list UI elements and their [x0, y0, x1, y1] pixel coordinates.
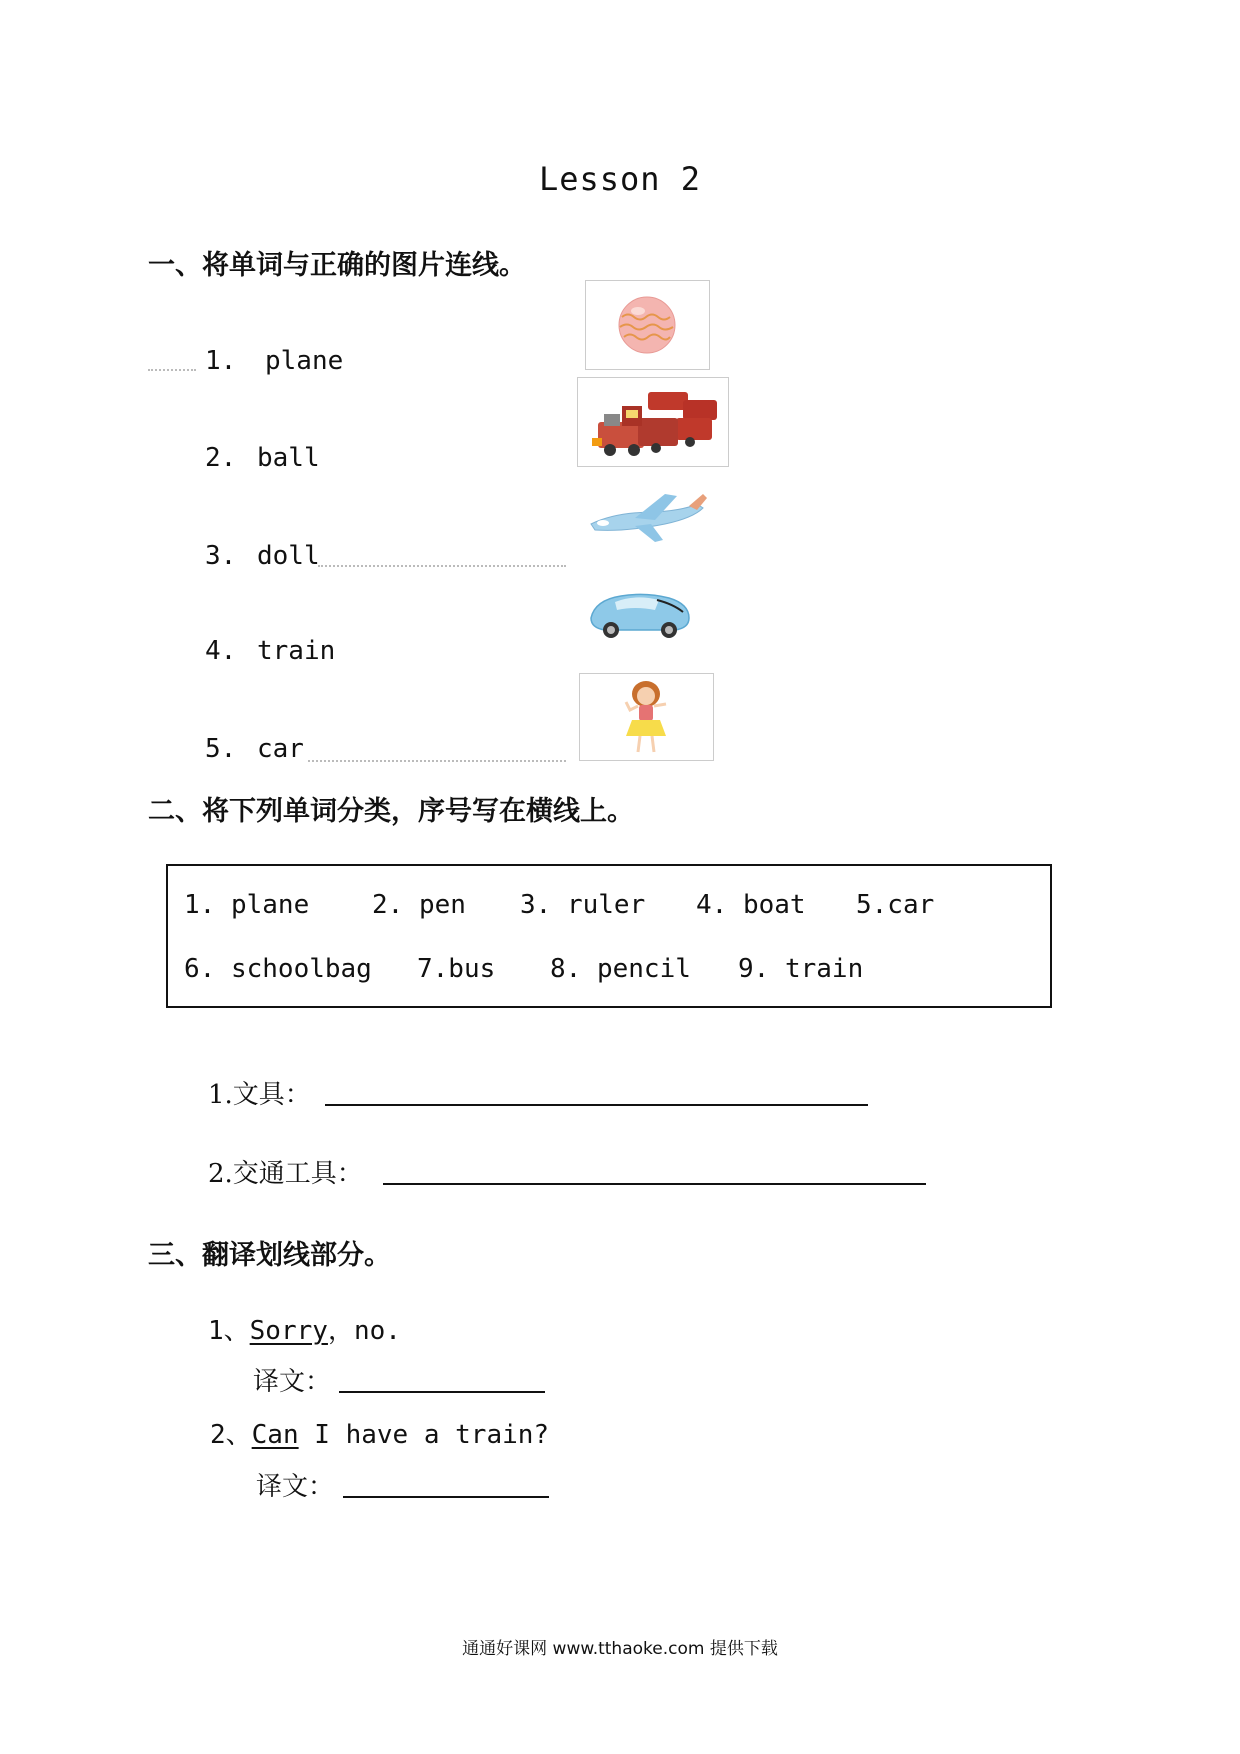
item-word: train: [257, 636, 336, 666]
word-bank-item: 6. schoolbag: [184, 954, 372, 984]
match-item-1: [205, 346, 343, 376]
match-item-4: [205, 636, 335, 666]
item-number: 5.: [205, 734, 237, 764]
item-number: 4.: [205, 636, 237, 666]
page-footer: 通通好课网 www.tthaoke.com 提供下载: [462, 1639, 778, 1659]
train-picture: [577, 377, 729, 467]
item-number: 1.: [205, 346, 237, 376]
category-stationery-label: 1.文具：: [208, 1080, 311, 1110]
category-transport-label: 2.交通工具：: [208, 1159, 363, 1189]
translation-answer-line-2[interactable]: [343, 1496, 549, 1498]
translation-label: 译文：: [256, 1472, 335, 1502]
train-icon: [578, 378, 728, 466]
word-bank-item: 2. pen: [372, 890, 466, 920]
doll-icon: [580, 674, 713, 760]
item-word: plane: [265, 346, 344, 376]
question-number: 2、: [210, 1420, 252, 1450]
underlined-word: Sorry: [249, 1316, 328, 1346]
dotted-leader: [318, 565, 566, 567]
word-bank-item: 1. plane: [184, 890, 310, 920]
category-stationery-answer-line[interactable]: [325, 1104, 868, 1106]
word-bank-item: 7.bus: [417, 954, 496, 984]
match-item-3: [205, 541, 320, 571]
dotted-leader: [308, 760, 566, 762]
section2-heading: 二、将下列单词分类，序号写在横线上。: [148, 796, 634, 827]
translate-question-1: [208, 1310, 401, 1347]
word-bank-box: [166, 864, 1052, 1008]
doll-picture: [579, 673, 714, 761]
ball-icon: [586, 281, 709, 369]
translate-question-2: [210, 1414, 549, 1451]
translation-label: 译文：: [253, 1367, 332, 1397]
dotted-leader: [148, 369, 196, 371]
ball-picture: [585, 280, 710, 370]
item-word: doll: [257, 541, 320, 571]
match-item-5: [205, 734, 304, 764]
match-item-2: [205, 443, 320, 473]
word-bank-item: 5.car: [856, 890, 935, 920]
car-icon: [585, 582, 695, 642]
item-word: ball: [257, 443, 320, 473]
item-number: 3.: [205, 541, 237, 571]
question-number: 1、: [208, 1316, 250, 1346]
item-word: car: [257, 734, 304, 764]
plane-icon: [585, 490, 711, 546]
section1-heading: 一、将单词与正确的图片连线。: [148, 250, 526, 281]
word-bank-item: 3. ruler: [520, 890, 646, 920]
category-transport-answer-line[interactable]: [383, 1183, 926, 1185]
underlined-word: Can: [251, 1420, 299, 1450]
word-bank-item: 8. pencil: [550, 954, 691, 984]
question-rest: I have a train?: [298, 1420, 550, 1450]
car-picture: [585, 582, 695, 642]
section3-heading: 三、翻译划线部分。: [148, 1240, 391, 1271]
plane-picture: [585, 490, 711, 546]
translation-answer-line-1[interactable]: [339, 1391, 545, 1393]
word-bank-item: 9. train: [738, 954, 864, 984]
item-number: 2.: [205, 443, 237, 473]
page-title: Lesson 2: [538, 160, 702, 198]
word-bank-item: 4. boat: [696, 890, 806, 920]
question-rest: ，no.: [327, 1316, 401, 1346]
